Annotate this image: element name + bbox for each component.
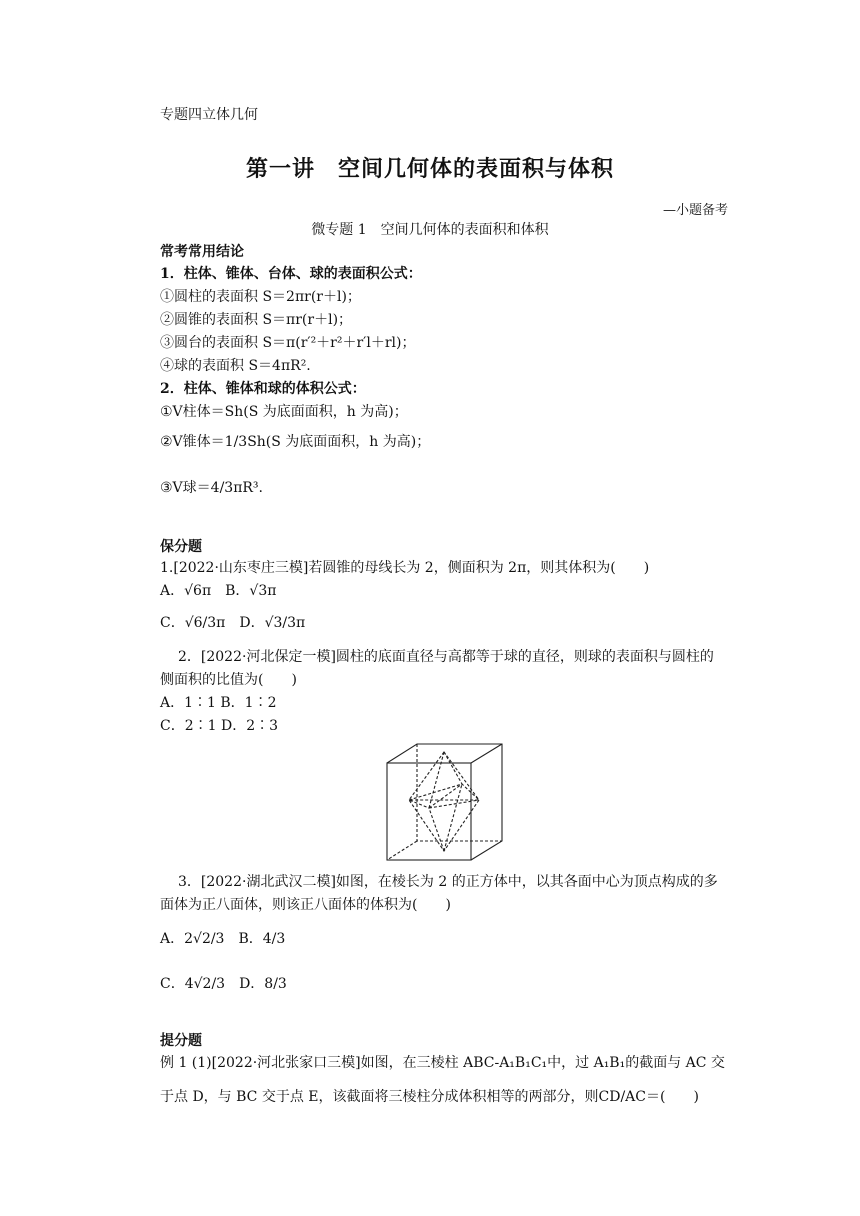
- example-1-line-2: 于点 D，与 BC 交于点 E，该截面将三棱柱分成体积相等的两部分，则CD/AC＝( ): [160, 1089, 699, 1105]
- topic-header: 专题四立体几何: [160, 107, 258, 123]
- basic-questions-heading: 保分题: [160, 539, 202, 555]
- formula-cylinder-area: ①圆柱的表面积 S＝2πr(r＋l)；: [160, 289, 361, 305]
- question-2-options-cd: C．2∶1 D．2∶3: [160, 718, 279, 734]
- formula-sphere-volume: ③V球＝4/3πR³.: [160, 480, 263, 496]
- page-title: 第一讲 空间几何体的表面积与体积: [245, 156, 614, 182]
- page-subtitle: —小题备考: [662, 203, 728, 218]
- question-2-line-1: 2．[2022·河北保定一模]圆柱的底面直径与高都等于球的直径，则球的表面积与圆柱的: [178, 649, 714, 665]
- formula-cone-area: ②圆锥的表面积 S＝πr(r＋l)；: [160, 312, 353, 328]
- question-3-options-cd: C．4√2/3 D．8/3: [160, 976, 287, 992]
- question-3-line-1: 3．[2022·湖北武汉二模]如图，在棱长为 2 的正方体中，以其各面中心为顶点构成的多: [178, 874, 718, 890]
- formula-frustum-area: ③圆台的表面积 S＝π(r′²＋r²＋r′l＋rl)；: [160, 335, 416, 351]
- question-1: 1.[2022·山东枣庄三模]若圆锥的母线长为 2，侧面积为 2π，则其体积为( ): [160, 560, 650, 576]
- example-1-line-1: 例 1 (1)[2022·河北张家口三模]如图，在三棱柱 ABC-A₁B₁C₁中，过 A₁B₁的截面与 AC 交: [160, 1055, 725, 1071]
- question-3-line-2: 面体为正八面体，则该正八面体的体积为( ): [160, 897, 451, 913]
- question-2-line-2: 侧面积的比值为( ): [160, 672, 297, 688]
- question-3-options-ab: A．2√2/3 B．4/3: [160, 931, 286, 947]
- cube-top-right-edge: [471, 744, 502, 763]
- question-2-options-ab: A．1∶1 B．1∶2: [160, 695, 277, 711]
- question-1-options-cd: C．√6/3π D．√3/3π: [160, 615, 306, 631]
- cube-front-face: [387, 763, 471, 860]
- surface-area-heading: 1．柱体、锥体、台体、球的表面积公式：: [160, 266, 422, 282]
- conclusions-heading: 常考常用结论: [160, 244, 244, 260]
- cube-back-edges: [387, 744, 502, 860]
- volume-heading: 2．柱体、锥体和球的体积公式：: [160, 381, 366, 397]
- formula-sphere-area: ④球的表面积 S＝4πR².: [160, 358, 311, 374]
- advanced-questions-heading: 提分题: [160, 1033, 202, 1049]
- micro-topic-title: 微专题 1 空间几何体的表面积和体积: [311, 222, 549, 238]
- cube-octahedron-figure: [384, 742, 506, 864]
- formula-pyramid-volume: ②V锥体＝1/3Sh(S 为底面面积，h 为高)；: [160, 434, 431, 450]
- question-1-options-ab: A．√6π B．√3π: [160, 583, 277, 599]
- formula-prism-volume: ①V柱体＝Sh(S 为底面面积，h 为高)；: [160, 404, 408, 420]
